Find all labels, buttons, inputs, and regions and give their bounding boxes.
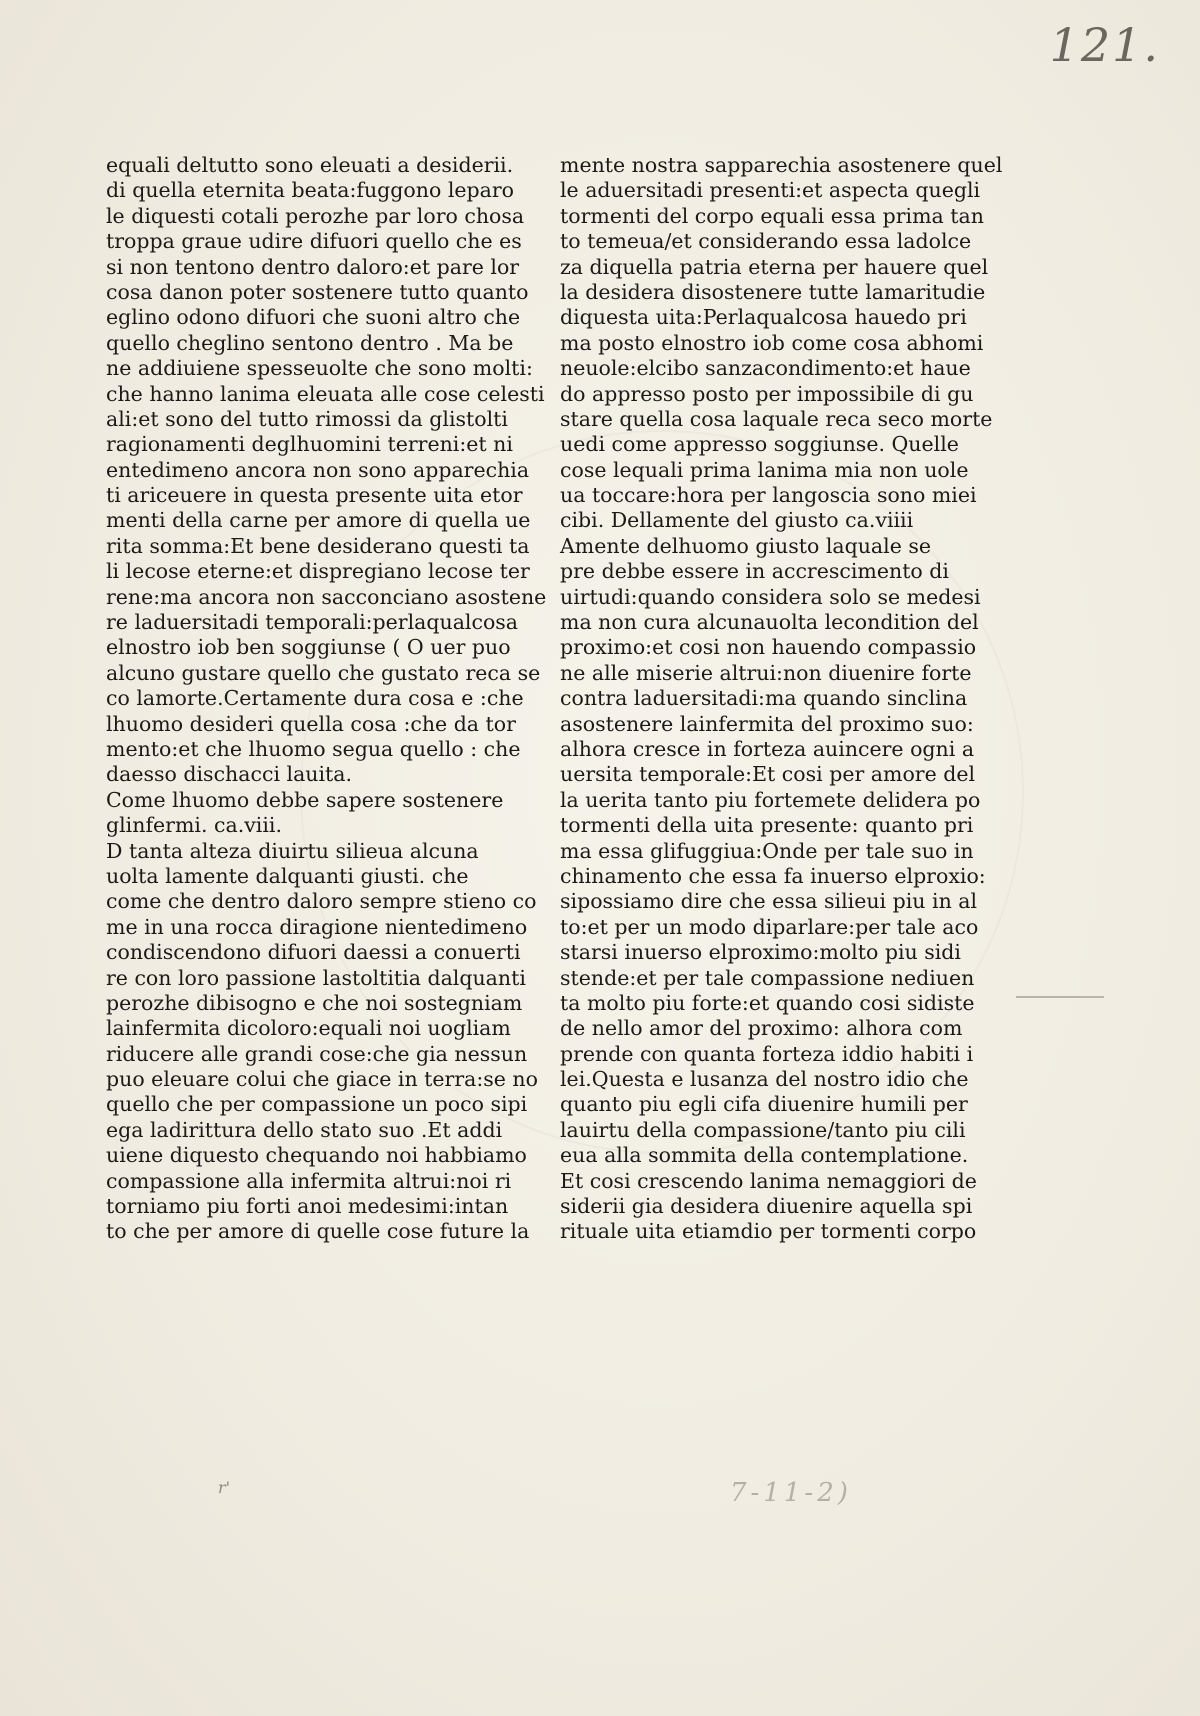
- text-line: ali:et sono del tutto rimossi da glistolti: [106, 406, 508, 431]
- text-line: rene:ma ancora non sacconciano asostene: [106, 584, 547, 609]
- text-line: contra laduersitadi:ma quando sinclina: [560, 686, 968, 711]
- text-line: menti della carne per amore di quella ue: [106, 508, 531, 533]
- text-line: glinfermi. ca.viii.: [106, 813, 282, 838]
- text-line: condiscendono difuori daessi a conuerti: [106, 940, 521, 965]
- text-line: ne alle miserie altrui:non diuenire forte: [560, 660, 972, 685]
- text-line: uersita temporale:Et cosi per amore del: [560, 762, 976, 787]
- text-line: rituale uita etiamdio per tormenti corpo: [560, 1219, 977, 1244]
- text-line: me in una rocca diragione nientedimeno: [106, 914, 528, 939]
- text-line: Come lhuomo debbe sapere sostenere: [106, 787, 504, 812]
- text-line: ma non cura alcunauolta lecondition del: [560, 610, 979, 635]
- text-line: mente nostra sapparechia asostenere quel: [560, 153, 1003, 177]
- text-line: prende con quanta forteza iddio habiti i: [560, 1041, 974, 1066]
- text-line: li lecose eterne:et dispregiano lecose ter: [106, 559, 530, 584]
- text-line: riducere alle grandi cose:che gia nessun: [106, 1041, 528, 1066]
- text-line: re con loro passione lastoltitia dalquanti: [106, 965, 526, 990]
- text-column-right: [560, 153, 1003, 1245]
- text-line: quanto piu egli cifa diuenire humili per: [560, 1092, 968, 1117]
- text-line: compassione alla infermita altrui:noi ri: [106, 1168, 512, 1193]
- text-line: asostenere lainfermita del proximo suo:: [560, 711, 974, 736]
- text-line: mento:et che lhuomo segua quello : che: [106, 736, 521, 761]
- text-line: eglino odono difuori che suoni altro che: [106, 305, 521, 330]
- text-line: de nello amor del proximo: alhora com: [560, 1016, 963, 1041]
- text-line: la uerita tanto piu fortemete delidera po: [560, 787, 981, 812]
- text-line: neuole:elcibo sanzacondimento:et haue: [560, 356, 971, 381]
- text-line: come che dentro daloro sempre stieno co: [106, 889, 537, 914]
- text-line: le diquesti cotali perozhe par loro chosa: [106, 203, 525, 228]
- text-line: cosa danon poter sostenere tutto quanto: [106, 279, 529, 304]
- text-line: lauirtu della compassione/tanto piu cili: [560, 1117, 966, 1142]
- text-line: za diquella patria eterna per hauere quel: [560, 254, 989, 279]
- text-line: diquesta uita:Perlaqualcosa hauedo pri: [560, 305, 967, 330]
- text-line: che hanno lanima eleuata alle cose celesti: [106, 381, 545, 406]
- text-line: ragionamenti deglhuomini terreni:et ni: [106, 432, 513, 457]
- text-line: perozhe dibisogno e che noi sostegniam: [106, 990, 523, 1015]
- text-line: D tanta alteza diuirtu silieua alcuna: [106, 838, 479, 863]
- text-line: uolta lamente dalquanti giusti. che: [106, 863, 469, 888]
- text-line: uiene diquesto chequando noi habbiamo: [106, 1143, 527, 1168]
- text-line: chinamento che essa fa inuerso elproxio:: [560, 863, 986, 888]
- text-line: equali deltutto sono eleuati a desiderii.: [106, 153, 514, 177]
- text-line: stare quella cosa laquale reca seco morte: [560, 406, 993, 431]
- text-line: ega ladirittura dello stato suo .Et addi: [106, 1117, 503, 1142]
- text-line: elnostro iob ben soggiunse ( O uer puo: [106, 635, 511, 660]
- text-line: co lamorte.Certamente dura cosa e :che: [106, 686, 524, 711]
- text-line: puo eleuare colui che giace in terra:se no: [106, 1067, 538, 1092]
- text-line: lei.Questa e lusanza del nostro idio che: [560, 1067, 969, 1092]
- text-column-left: [106, 153, 547, 1245]
- text-line: ua toccare:hora per langoscia sono miei: [560, 483, 977, 508]
- text-line: starsi inuerso elproximo:molto piu sidi: [560, 940, 961, 965]
- text-line: torniamo piu forti anoi medesimi:intan: [106, 1194, 509, 1219]
- text-line: pre debbe essere in accrescimento di: [560, 559, 949, 584]
- text-line: to temeua/et considerando essa ladolce: [560, 229, 972, 254]
- text-line: ma posto elnostro iob come cosa abhomi: [560, 330, 984, 355]
- text-line: lainfermita dicoloro:equali noi uogliam: [106, 1016, 511, 1041]
- text-line: Amente delhuomo giusto laquale se: [560, 533, 932, 558]
- text-line: to:et per un modo diparlare:per tale aco: [560, 914, 979, 939]
- text-line: troppa graue udire difuori quello che es: [106, 229, 522, 254]
- text-line: quello che per compassione un poco sipi: [106, 1092, 528, 1117]
- text-line: uirtudi:quando considera solo se medesi: [560, 584, 981, 609]
- text-line: ne addiuiene spesseuolte che sono molti:: [106, 356, 533, 381]
- text-line: ti ariceuere in questa presente uita etor: [106, 483, 523, 508]
- text-line: rita somma:Et bene desiderano questi ta: [106, 533, 530, 558]
- text-line: le aduersitadi presenti:et aspecta quegli: [560, 178, 981, 203]
- text-line: do appresso posto per impossibile di gu: [560, 381, 974, 406]
- text-line: di quella eternita beata:fuggono leparo: [106, 178, 514, 203]
- text-line: la desidera disostenere tutte lamaritudie: [560, 279, 986, 304]
- margin-note-bottom-left: r': [218, 1478, 231, 1497]
- margin-note-bottom-right: 7-11-2): [730, 1478, 852, 1508]
- text-line: uedi come appresso soggiunse. Quelle: [560, 432, 959, 457]
- text-line: daesso dischacci lauita.: [106, 762, 353, 787]
- text-line: tormenti della uita presente: quanto pri: [560, 813, 974, 838]
- folio-number: 121.: [1049, 18, 1160, 72]
- text-line: ma essa glifuggiua:Onde per tale suo in: [560, 838, 974, 863]
- text-line: alcuno gustare quello che gustato reca se: [106, 660, 541, 685]
- text-line: re laduersitadi temporali:perlaqualcosa: [106, 610, 519, 635]
- text-line: tormenti del corpo equali essa prima tan: [560, 203, 984, 228]
- text-line: siderii gia desidera diuenire aquella spi: [560, 1194, 973, 1219]
- text-line: eua alla sommita della contemplatione.: [560, 1143, 969, 1168]
- text-line: cose lequali prima lanima mia non uole: [560, 457, 969, 482]
- text-line: proximo:et cosi non hauendo compassio: [560, 635, 977, 660]
- text-line: si non tentono dentro daloro:et pare lor: [106, 254, 520, 279]
- margin-pen-stroke: [1016, 996, 1104, 998]
- text-line: lhuomo desideri quella cosa :che da tor: [106, 711, 516, 736]
- text-line: alhora cresce in forteza auincere ogni a: [560, 736, 975, 761]
- text-line: Et cosi crescendo lanima nemaggiori de: [560, 1168, 977, 1193]
- text-line: sipossiamo dire che essa silieui piu in al: [560, 889, 978, 914]
- text-line: stende:et per tale compassione nediuen: [560, 965, 975, 990]
- text-line: ta molto piu forte:et quando cosi sidiste: [560, 990, 975, 1015]
- text-line: to che per amore di quelle cose future la: [106, 1219, 530, 1244]
- text-line: quello cheglino sentono dentro . Ma be: [106, 330, 514, 355]
- text-line: cibi. Dellamente del giusto ca.viiii: [560, 508, 914, 533]
- text-line: entedimeno ancora non sono apparechia: [106, 457, 530, 482]
